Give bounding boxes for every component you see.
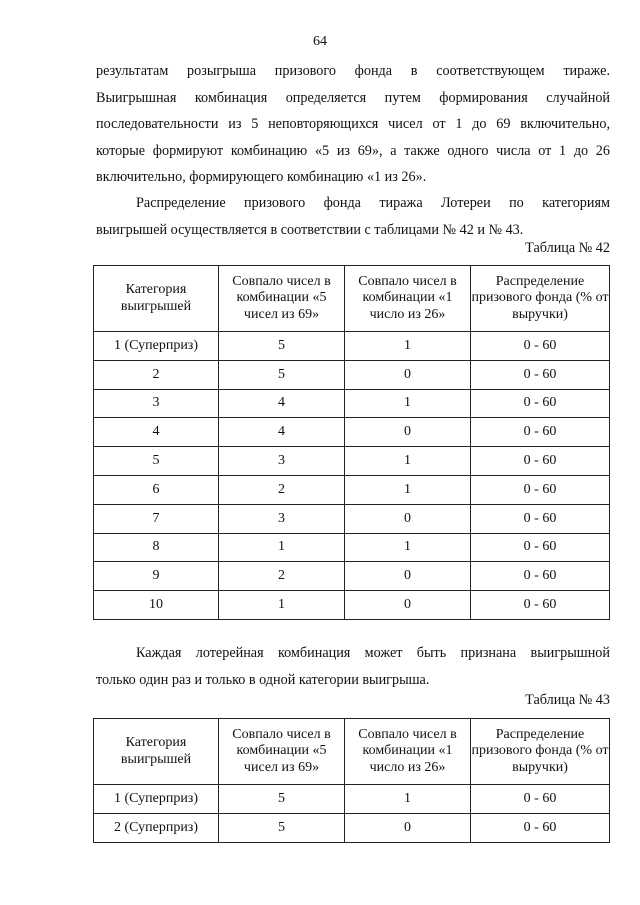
- cell-prize-share: 0 - 60: [471, 813, 610, 842]
- header-prize-share: Распределение призового фонда (% от выручки): [471, 719, 610, 785]
- text-line: результатам розыгрыша призового фонда в соответствующем тираже.: [96, 63, 610, 79]
- cell-category: 7: [94, 504, 219, 533]
- table-row: [94, 360, 610, 389]
- text-line: выигрышей осуществляется в соответствии с таблицами № 42 и № 43.: [96, 221, 524, 238]
- header-category: Категория выигрышей: [94, 719, 219, 785]
- cell-match-1of26: 1: [345, 389, 471, 418]
- text-line: которые формируют комбинацию «5 из 69», а также одного числа от 1 до 26: [96, 142, 610, 159]
- cell-match-5of69: 4: [219, 389, 345, 418]
- cell-match-5of69: 1: [219, 591, 345, 620]
- header-prize-share: Распределение призового фонда (% от выручки): [471, 266, 610, 332]
- cell-category: 4: [94, 418, 219, 447]
- cell-match-1of26: 1: [345, 475, 471, 504]
- cell-match-5of69: 2: [219, 562, 345, 591]
- cell-match-5of69: 1: [219, 533, 345, 562]
- cell-prize-share: 0 - 60: [471, 360, 610, 389]
- header-match-5of69: Совпало чисел в комбинации «5 чисел из 69»: [219, 266, 345, 332]
- cell-match-1of26: 1: [345, 533, 471, 562]
- cell-match-1of26: 0: [345, 504, 471, 533]
- table-row: [94, 504, 610, 533]
- cell-match-5of69: 5: [219, 813, 345, 842]
- cell-match-5of69: 5: [219, 332, 345, 361]
- text-line: последовательности из 5 неповторяющихся чисел от 1 до 69 включительно,: [96, 116, 610, 132]
- cell-match-5of69: 3: [219, 504, 345, 533]
- table-43: [93, 718, 610, 843]
- cell-category: 2: [94, 360, 219, 389]
- table-header-row: [94, 266, 610, 332]
- cell-match-5of69: 3: [219, 447, 345, 476]
- cell-match-1of26: 0: [345, 562, 471, 591]
- cell-prize-share: 0 - 60: [471, 418, 610, 447]
- cell-prize-share: 0 - 60: [471, 533, 610, 562]
- cell-match-1of26: 0: [345, 591, 471, 620]
- header-match-1of26: Совпало чисел в комбинации «1 число из 26»: [345, 719, 471, 785]
- cell-prize-share: 0 - 60: [471, 447, 610, 476]
- cell-category: 8: [94, 533, 219, 562]
- cell-category: 2 (Суперприз): [94, 813, 219, 842]
- table-row: [94, 785, 610, 814]
- cell-match-1of26: 0: [345, 813, 471, 842]
- cell-category: 10: [94, 591, 219, 620]
- cell-prize-share: 0 - 60: [471, 332, 610, 361]
- table-header-row: [94, 719, 610, 785]
- cell-category: 9: [94, 562, 219, 591]
- table-row: [94, 389, 610, 418]
- cell-match-1of26: 1: [345, 332, 471, 361]
- cell-match-1of26: 1: [345, 785, 471, 814]
- cell-category: 1 (Суперприз): [94, 785, 219, 814]
- cell-prize-share: 0 - 60: [471, 591, 610, 620]
- cell-category: 1 (Суперприз): [94, 332, 219, 361]
- table-row: [94, 447, 610, 476]
- table-row: [94, 475, 610, 504]
- paragraph-draw-description: [96, 58, 610, 191]
- cell-match-5of69: 4: [219, 418, 345, 447]
- cell-prize-share: 0 - 60: [471, 475, 610, 504]
- paragraph-distribution: [96, 190, 610, 243]
- cell-prize-share: 0 - 60: [471, 389, 610, 418]
- header-match-1of26: Совпало чисел в комбинации «1 число из 26»: [345, 266, 471, 332]
- cell-match-1of26: 0: [345, 360, 471, 389]
- table-row: [94, 591, 610, 620]
- page-number: 64: [313, 34, 327, 49]
- cell-match-5of69: 5: [219, 785, 345, 814]
- table-42: [93, 265, 610, 620]
- header-match-5of69: Совпало чисел в комбинации «5 чисел из 69»: [219, 719, 345, 785]
- table-row: [94, 533, 610, 562]
- paragraph-single-win: [96, 640, 610, 693]
- cell-category: 5: [94, 447, 219, 476]
- table-row: [94, 418, 610, 447]
- text-line: Каждая лотерейная комбинация может быть признана выигрышной: [136, 645, 610, 661]
- text-line: только один раз и только в одной категории выигрыша.: [96, 671, 430, 688]
- cell-category: 3: [94, 389, 219, 418]
- table-row: [94, 332, 610, 361]
- table-42-caption: Таблица № 42: [525, 240, 610, 256]
- table-43-caption: Таблица № 43: [525, 692, 610, 708]
- text-line: Распределение призового фонда тиража Лотереи по категориям: [136, 195, 610, 211]
- header-category: Категория выигрышей: [94, 266, 219, 332]
- table-row: [94, 813, 610, 842]
- cell-match-5of69: 2: [219, 475, 345, 504]
- text-line: включительно, формирующего комбинацию «1 из 26».: [96, 169, 427, 185]
- cell-prize-share: 0 - 60: [471, 785, 610, 814]
- cell-category: 6: [94, 475, 219, 504]
- cell-match-1of26: 1: [345, 447, 471, 476]
- table-row: [94, 562, 610, 591]
- cell-prize-share: 0 - 60: [471, 504, 610, 533]
- text-line: Выигрышная комбинация определяется путем формирования случайной: [96, 89, 610, 106]
- cell-match-5of69: 5: [219, 360, 345, 389]
- cell-match-1of26: 0: [345, 418, 471, 447]
- cell-prize-share: 0 - 60: [471, 562, 610, 591]
